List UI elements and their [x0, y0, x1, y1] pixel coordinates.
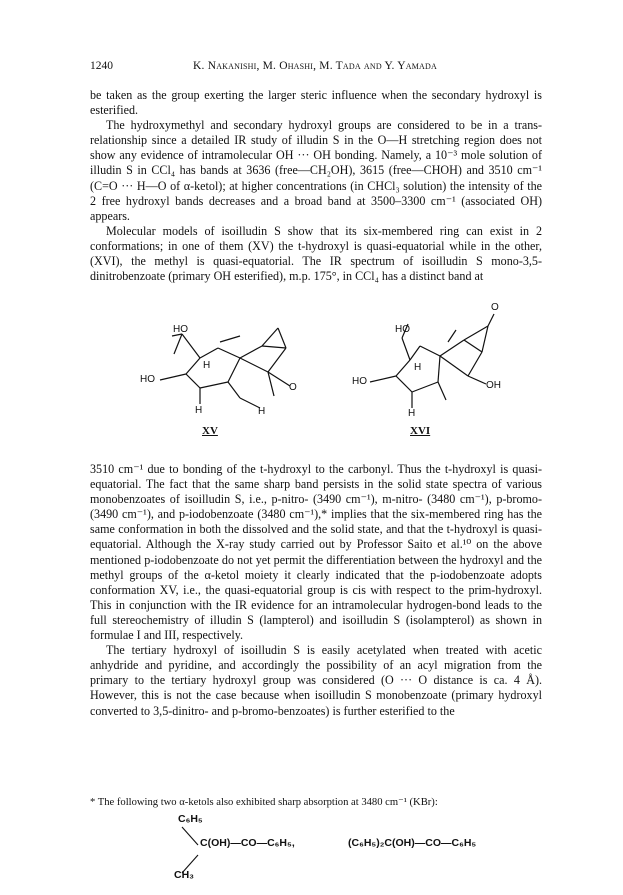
paragraph: 3510 cm⁻¹ due to bonding of the t-hydroxyl to the carbonyl. Thus the t-hydroxyl is quasi-equatorial. The fact that the same sharp band persists in the solid state spectra of various monobenzoates of isoilludin S, i.e., p-nitro- (3490 cm⁻¹), m-nitro- (3480 cm⁻¹), p-bromo- (3490 cm⁻¹), and p-iodobenzoate (3480 cm⁻¹),* implies that the six-membered ring has the same conformation in both the dissolved and the solid state, and that the t-hydroxyl is quasi-equatorial. Although the X-ray study carried out by Professor Saito et al.¹⁰ on the above mentioned p-iodobenzoate do not yet permit the differentiation between the hydroxyl and the methyl groups of the α-ketol moiety it clearly indicated that the p-iodobenzoate adopts conformation XV, i.e., the quasi-equatorial group is cis with respect to the prim-hydroxyl. This in conjunction with the IR evidence for an intramolecular hydrogen-bond leads to the full stereochemistry of illudin S (lampterol) and isoilludin S (isolampterol) as shown in formulae I and III, respectively. — [90, 462, 542, 643]
xvi-label-h-mid: H — [414, 362, 422, 373]
running-header — [90, 60, 540, 76]
xv-label-h-right: H — [258, 406, 266, 417]
text-block-bottom — [90, 462, 542, 719]
xvi-label-ho-left: HO — [352, 376, 367, 387]
xvi-label-ho-top: HO — [395, 324, 410, 335]
xv-label-h-bottom: H — [195, 405, 203, 416]
xv-label-ho-top: HO — [173, 324, 188, 335]
formula2: (C₆H₅)₂C(OH)—CO—C₆H₅ — [348, 837, 477, 849]
xvi-label-o: O — [491, 302, 499, 313]
paragraph: be taken as the group exerting the larger steric influence when the secondary hydroxyl is esterified. — [90, 88, 542, 118]
structure-xvi — [370, 314, 494, 408]
structure-xv — [160, 328, 290, 408]
compound-number-xvi: XVI — [410, 425, 431, 437]
paragraph: The tertiary hydroxyl of isoilludin S is easily acetylated when treated with acetic anhydride and pyridine, and accordingly the possibility of an acyl migration from the primary to the tertiary hydroxyl group was considered (O ··· O distance is ca. 4 Å). However, this is not the case because when isoilludin S monobenzoate (primary hydroxyl converted to 3,5-dinitro- and p-bromo-benzoates) is further esterified to the — [90, 643, 542, 718]
xv-label-o: O — [289, 382, 297, 393]
footnote-formulae — [90, 813, 542, 883]
compound-number-xv: XV — [202, 425, 218, 437]
formula1-main: C(OH)—CO—C₆H₅, — [200, 837, 295, 849]
footnote: * The following two α-ketols also exhibited sharp absorption at 3480 cm⁻¹ (KBr): — [90, 797, 438, 808]
formula1-top: C₆H₅ — [178, 813, 203, 825]
xvi-label-oh: OH — [486, 380, 501, 391]
paragraph: Molecular models of isoilludin S show that its six-membered ring can exist in 2 conformations; in one of them (XV) the t-hydroxyl is quasi-equatorial while in the other, (XVI), the methyl is quasi-equatorial. The IR spectrum of isoilludin S mono-3,5-dinitrobenzoate (primary OH esterified), m.p. 175°, in CCl₄ has a distinct band at — [90, 223, 542, 284]
formula1-bottom: CH₃ — [174, 869, 195, 881]
page-number: 1240 — [90, 60, 113, 72]
xvi-label-h-bottom: H — [408, 408, 416, 419]
formula1-bonds — [176, 825, 216, 895]
text-block-top — [90, 88, 542, 284]
xv-label-h-mid: H — [203, 360, 211, 371]
structure-figure — [90, 296, 542, 446]
xv-label-ho-left: HO — [140, 374, 155, 385]
paragraph: The hydroxymethyl and secondary hydroxyl groups are considered to be in a trans-relationship since a detailed IR study of illudin S in the O—H stretching region does not show any evidence of intramolecular OH ··· OH bonding. Namely, a 10⁻³ mole solution of illudin S in CCl₄ has bands at 3636 (free—CH₂OH), 3615 (free—CHOH) and 3510 cm⁻¹ (C=O ··· H—O of α-ketol); at higher concentrations (in CHCl₃ solution) the intensity of the 2 free hydroxyl bands decreases and a broad band at 3500–3300 cm⁻¹ (associated OH) appears. — [90, 118, 542, 223]
running-authors: K. Nakanishi, M. Ohashi, M. Tada and Y. Yamada — [193, 60, 437, 72]
structure-drawing — [90, 296, 542, 446]
